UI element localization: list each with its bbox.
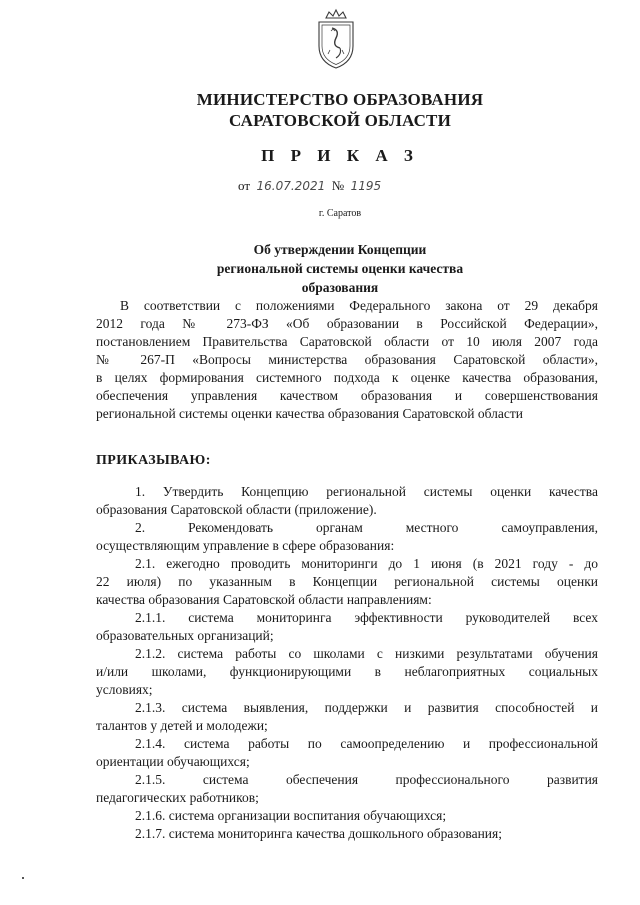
body-line: 2.1.2. система работы со школами с низкими результатами обучения — [135, 646, 598, 661]
number-value: 1195 — [350, 179, 382, 193]
body-line: 2. Рекомендовать органам местного самоуправления, — [135, 520, 598, 535]
date-prefix: от — [238, 178, 251, 193]
body-line: 2.1.5. система обеспечения профессионального развития — [135, 772, 598, 787]
date-value: 16.07.2021 — [256, 179, 326, 193]
title-line1: Об утверждении Концепции — [253, 242, 427, 257]
body-line: 2.1.7. система мониторинга качества дошкольного образования; — [135, 826, 502, 841]
body-line: талантов у детей и молодежи; — [96, 718, 268, 733]
body-line: 2.1.6. система организации воспитания обучающихся; — [135, 808, 447, 823]
preamble-line: региональной системы оценки качества образования Саратовской области — [96, 406, 523, 421]
body-line: и/или школами, функционирующими в неблагоприятных социальных — [96, 664, 598, 679]
number-prefix: № — [331, 178, 345, 193]
body-line: 2.1.1. система мониторинга эффективности руководителей всех — [135, 610, 598, 625]
order-word: ПРИКАЗЫВАЮ: — [96, 453, 211, 468]
body-line: осуществляющим управление в сфере образования: — [96, 538, 395, 553]
coat-of-arms-icon — [316, 8, 356, 70]
title-line2: региональной системы оценки качества — [216, 261, 464, 276]
city-line: г. Саратов — [318, 208, 362, 219]
body-line: педагогических работников; — [96, 790, 259, 805]
preamble-line: обеспечения управления качеством образования и совершенствования — [96, 388, 598, 403]
date-number-line — [238, 178, 438, 194]
body-line: 22 июля) по указанным в Концепции региональной системы оценки — [96, 574, 598, 589]
body-line: качества образования Саратовской области направлениям: — [96, 592, 432, 607]
preamble-line: № 267-П «Вопросы министерства образования Саратовской области», — [96, 352, 598, 367]
body-line: условиях; — [96, 682, 153, 697]
body-line: образования Саратовской области (приложение). — [96, 502, 377, 517]
preamble-line: 2012 года № 273-ФЗ «Об образовании в Российской Федерации», — [96, 316, 598, 331]
body-line: ориентации обучающихся; — [96, 754, 250, 769]
body-line: образовательных организаций; — [96, 628, 274, 643]
body-line: 2.1. ежегодно проводить мониторинги до 1 июня (в 2021 году - до — [135, 556, 598, 571]
body-line: 2.1.3. система выявления, поддержки и развития способностей и — [135, 700, 598, 715]
preamble-line: постановлением Правительства Саратовской области от 10 июля 2007 года — [96, 334, 598, 349]
scan-speck — [22, 877, 24, 879]
preamble-line: В соответствии с положениями Федерального закона от 29 декабря — [120, 298, 598, 313]
ministry-name-line2: САРАТОВСКОЙ ОБЛАСТИ — [228, 111, 452, 130]
document-type-heading: П Р И К А З — [261, 146, 419, 165]
ministry-name-line1: МИНИСТЕРСТВО ОБРАЗОВАНИЯ — [196, 90, 484, 109]
body-line: 2.1.4. система работы по самоопределению и профессиональной — [135, 736, 598, 751]
body-line: 1. Утвердить Концепцию региональной системы оценки качества — [135, 484, 598, 499]
preamble-line: в целях формирования системного подхода к оценке качества образования, — [96, 370, 598, 385]
title-line3: образования — [301, 280, 379, 295]
